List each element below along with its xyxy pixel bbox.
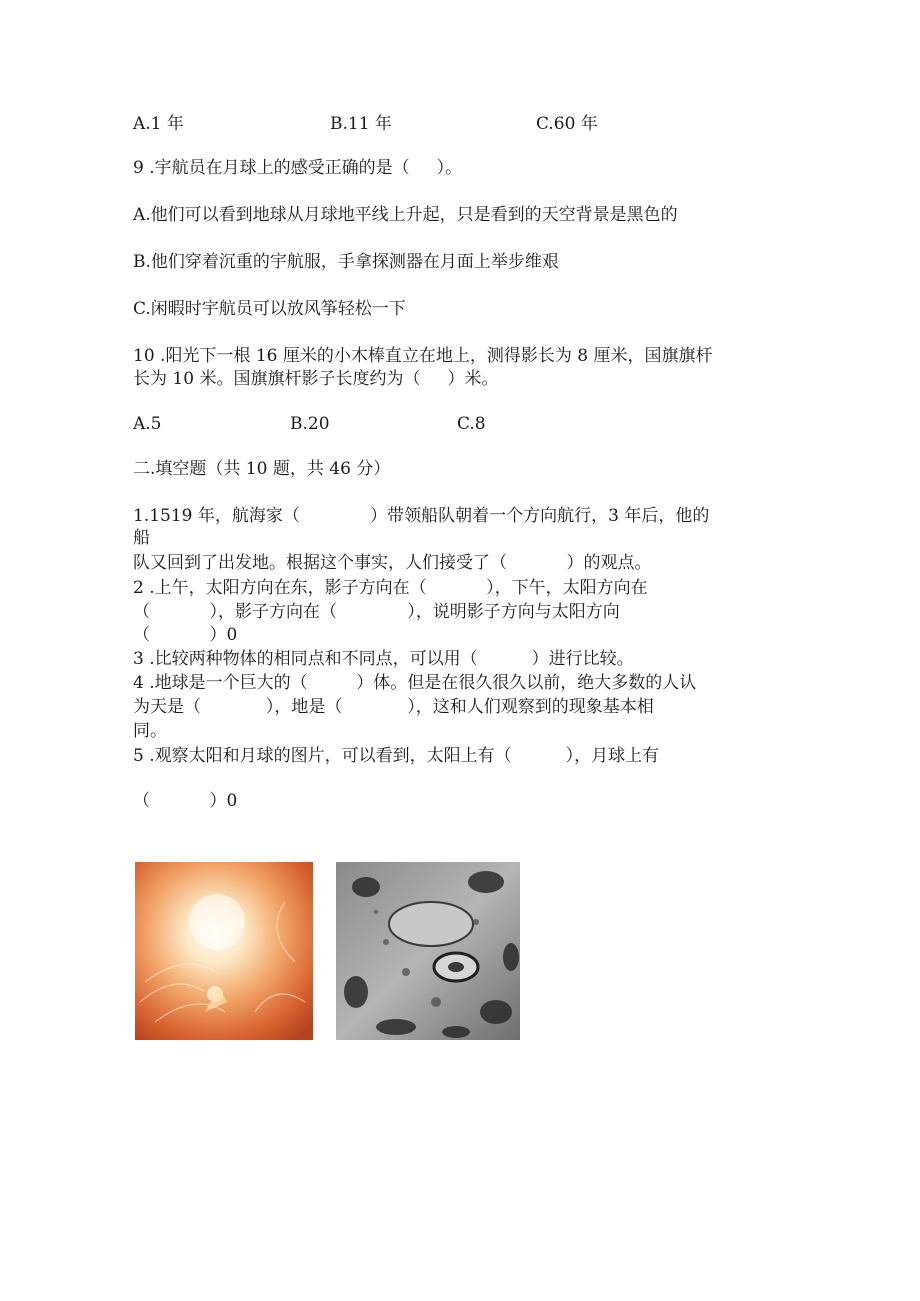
fill-q4-line-3: 同。 [133,721,167,741]
q8-option-b: B.11 年 [330,114,392,134]
fill-q2-line-3: （ ）0 [133,625,238,645]
fill-q4-line-2: 为天是（ ），地是（ ），这和人们观察到的现象基本相 [133,697,654,717]
q9-option-a: A.他们可以看到地球从月球地平线上升起，只是看到的天空背景是黑色的 [133,205,678,225]
fill-q5-line-1: 5 .观察太阳和月球的图片，可以看到，太阳上有（ ），月球上有 [133,746,660,766]
q10-option-b: B.20 [290,414,330,434]
fill-q4-line-1: 4 .地球是一个巨大的（ ）体。但是在很久很久以前，绝大多数的人认 [133,673,697,693]
q10-stem-line-1: 10 .阳光下一根 16 厘米的小木棒直立在地上，测得影长为 8 厘米，国旗旗杆 [133,346,713,366]
fill-q2-line-2: （ ），影子方向在（ ），说明影子方向与太阳方向 [133,602,620,622]
moon-surface-photo [336,862,520,1040]
q10-option-c: C.8 [457,414,486,434]
q8-option-c: C.60 年 [536,114,598,134]
fill-q5-line-2: （ ）0 [133,791,238,811]
q9-option-b: B.他们穿着沉重的宇航服，手拿探测器在月面上举步维艰 [133,252,559,272]
sun-photo [135,862,313,1040]
section-title: 二.填空题（共 10 题，共 46 分） [133,459,391,479]
q8-option-a: A.1 年 [133,114,184,134]
q9-option-c: C.闲暇时宇航员可以放风筝轻松一下 [133,299,406,319]
q10-option-a: A.5 [133,414,162,434]
fill-q1-line-3: 队又回到了出发地。根据这个事实，人们接受了（ ）的观点。 [133,553,652,573]
q9-stem: 9 .宇航员在月球上的感受正确的是（ ）。 [133,158,463,178]
q10-stem-line-2: 长为 10 米。国旗旗杆影子长度约为（ ）米。 [133,369,499,389]
fill-q1-line-2: 船 [133,528,150,548]
fill-q1-line-1: 1.1519 年，航海家（ ）带领船队朝着一个方向航行，3 年后，他的 [133,506,710,526]
fill-q3: 3 .比较两种物体的相同点和不同点，可以用（ ）进行比较。 [133,649,634,669]
fill-q2-line-1: 2 .上午，太阳方向在东，影子方向在（ ），下午，太阳方向在 [133,578,648,598]
